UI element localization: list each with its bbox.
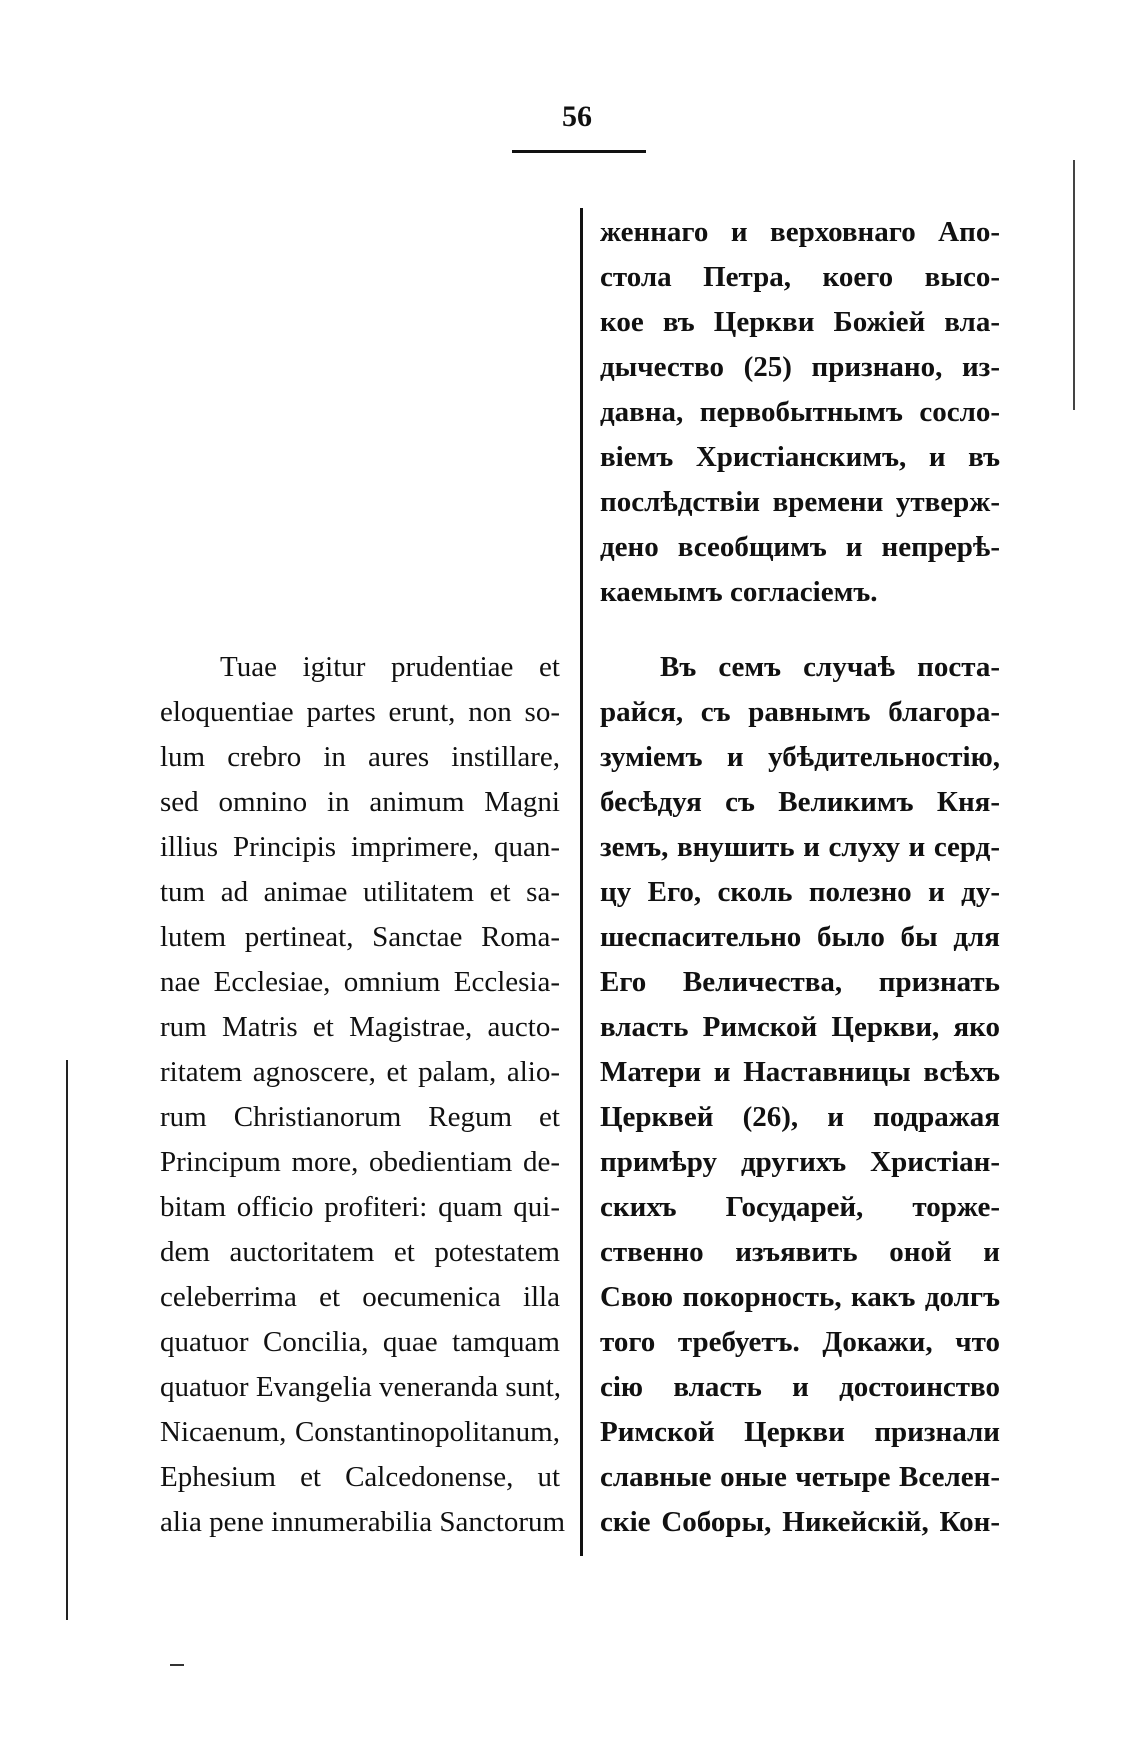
latin-paragraph — [160, 645, 566, 1545]
text-line: Матери и Наставницы всѣхъ — [600, 1056, 1000, 1088]
text-line: того требуетъ. Докажи, что — [600, 1326, 1000, 1358]
russian-continuation-paragraph — [600, 210, 1000, 615]
text-line: Римской Церкви признали — [600, 1416, 1000, 1448]
text-line: славные оные четыре Вселен- — [600, 1461, 1000, 1493]
text-line: бесѣдуя съ Великимъ Кня- — [600, 786, 1000, 818]
text-line: Въ семъ случаѣ поста- — [660, 651, 1000, 683]
text-line: nae Ecclesiae, omnium Ecclesia- — [160, 966, 560, 998]
text-line: цу Его, сколь полезно и ду- — [600, 876, 1000, 908]
text-line: зумiемъ и убѣдительностiю, — [600, 741, 1000, 773]
text-line: скихъ Государей, торже- — [600, 1191, 1000, 1223]
text-line: dem auctoritatem et potestatem — [160, 1236, 560, 1268]
text-line: стола Петра, коего высо- — [600, 261, 1000, 293]
text-line: скiе Соборы, Никейскiй, Кон- — [600, 1506, 1000, 1538]
text-line: quatuor Concilia, quae tamquam — [160, 1326, 560, 1358]
text-line: ственно изъявить оной и — [600, 1236, 1000, 1268]
text-line: вiемъ Христiанскимъ, и въ — [600, 441, 1000, 473]
text-line: quatuor Evangelia veneranda sunt, — [160, 1371, 562, 1403]
text-line: дычество (25) признано, из- — [600, 351, 1000, 383]
margin-scan-line — [66, 1060, 68, 1620]
text-line: Церквей (26), и подражая — [600, 1101, 1000, 1133]
text-line: сiю власть и достоинство — [600, 1371, 1000, 1403]
text-line: кое въ Церкви Божiей вла- — [600, 306, 1000, 338]
text-line: sed omnino in animum Magni — [160, 786, 560, 818]
text-line: женнаго и верховнаго Апо- — [600, 216, 1000, 248]
text-line: Его Величества, признать — [600, 966, 1000, 998]
text-line: земъ, внушить и слуху и серд- — [600, 831, 1000, 863]
text-line: lum crebro in aures instillare, — [160, 741, 560, 773]
page-number-rule — [512, 150, 646, 153]
text-line: illius Principis imprimere, quan- — [160, 831, 560, 863]
text-line: шеспасительно было бы для — [600, 921, 1000, 953]
russian-paragraph — [600, 645, 1000, 1545]
text-line: примѣру другихъ Христiан- — [600, 1146, 1000, 1178]
text-line: Свою покорность, какъ долгъ — [600, 1281, 1000, 1313]
text-line: rum Matris et Magistrae, aucto- — [160, 1011, 560, 1043]
text-line: Tuae igitur prudentiae et — [220, 651, 560, 683]
text-line: Principum more, obedientiam de- — [160, 1146, 560, 1178]
stray-ink-mark — [170, 1664, 184, 1666]
text-line: Ephesium et Calcedonense, ut — [160, 1461, 560, 1493]
text-line: lutem pertineat, Sanctae Roma- — [160, 921, 560, 953]
text-line: alia pene innumerabilia Sanctorum — [160, 1506, 566, 1538]
text-line: давна, первобытнымъ сосло- — [600, 396, 1000, 428]
text-line: eloquentiae partes erunt, non so- — [160, 696, 560, 728]
text-line: ritatem agnoscere, et palam, alio- — [160, 1056, 560, 1088]
text-line: rum Christianorum Regum et — [160, 1101, 560, 1133]
margin-scan-mark — [1073, 160, 1075, 410]
text-line: celeberrima et oecumenica illa — [160, 1281, 560, 1313]
text-line: послѣдствiи времени утверж- — [600, 486, 1000, 518]
text-line: tum ad animae utilitatem et sa- — [160, 876, 560, 908]
text-line: каемымъ согласiемъ. — [600, 576, 878, 608]
text-line: власть Римской Церкви, яко — [600, 1011, 1000, 1043]
text-line: райся, съ равнымъ благора- — [600, 696, 1000, 728]
text-line: bitam officio profiteri: quam qui- — [160, 1191, 560, 1223]
column-divider — [580, 208, 583, 1556]
text-line: Nicaenum, Constantinopolitanum, — [160, 1416, 560, 1448]
text-line: дено всеобщимъ и непрерѣ- — [600, 531, 1000, 563]
page-number: 56 — [562, 100, 592, 133]
